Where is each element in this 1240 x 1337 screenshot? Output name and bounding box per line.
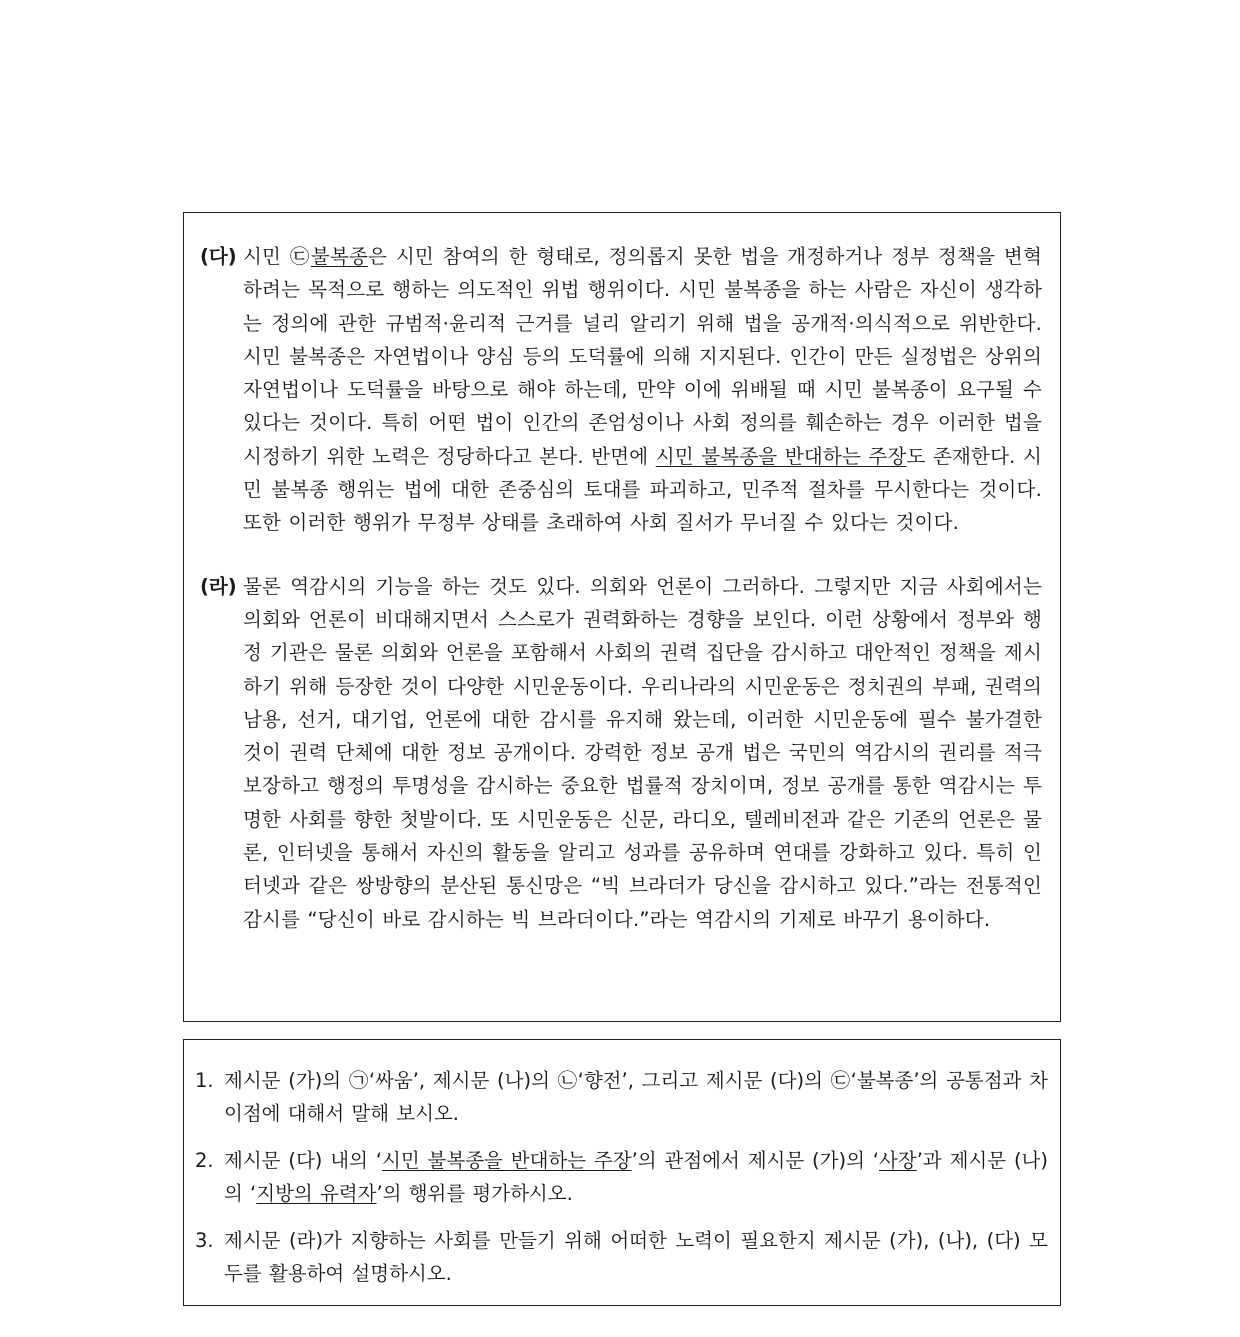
- passage-ra: [200, 570, 1042, 936]
- passage-da: [200, 240, 1042, 540]
- passage-text-segment: 물론 역감시의 기능을 하는 것도 있다. 의회와 언론이 그러하다. 그렇지만 지금 사회에서는 의회와 언론이 비대해지면서 스스로가 권력화하는 경향을 보인다. 이런 상황에서 정부와 행정 기관은 물론 의회와 언론을 포함해서 사회의 권력 집단을 감시하고 대안적인 정책을 제시하기 위해 등장한 것이 다양한 시민운동이다. 우리나라의 시민운동은 정치권의 부패, 권력의 남용, 선거, 대기업, 언론에 대한 감시를 유지해 왔는데, 이러한 시민운동에 필수 불가결한 것이 권력 단체에 대한 정보 공개이다. 강력한 정보 공개 법은 국민의 역감시의 권리를 적극 보장하고 행정의 투명성을 감시하는 중요한 법률적 장치이며, 정보 공개를 통한 역감시는 투명한 사회를 향한 첫발이다. 또 시민운동은 신문, 라디오, 텔레비전과 같은 기존의 언론은 물론, 인터넷을 통해서 자신의 활동을 알리고 성과를 공유하며 연대를 강화하고 있다. 특히 인터넷과 같은 쌍방향의 분산된 통신망은 “빅 브라더가 당신을 감시하고 있다.”라는 전통적인 감시를 “당신이 바로 감시하는 빅 브라더이다.”라는 역감시의 기제로 바꾸기 용이하다.: [243, 574, 1042, 931]
- underlined-term: 불복종: [310, 245, 369, 268]
- passage-box: [183, 212, 1061, 1022]
- underlined-phrase: 시민 불복종을 반대하는 주장: [655, 444, 907, 468]
- question-item: [195, 1144, 1048, 1210]
- passage-text-segment: 도 존재한다. 시민 불복종 행위는 법에 대한 존중심의 토대를 파괴하고, 민주적 절차를 무시한다는 것이다. 또한 이러한 행위가 무정부 상태를 초래하여 사회 질서가 무너질 수 있다는 것이다.: [243, 444, 1042, 535]
- passage-text-segment: 은 시민 참여의 한 형태로, 정의롭지 못한 법을 개정하거나 정부 정책을 변혁하려는 목적으로 행하는 의도적인 위법 행위이다. 시민 불복종을 하는 사람은 자신이 생각하는 정의에 관한 규범적·윤리적 근거를 널리 알리기 위해 법을 공개적·의식적으로 위반한다. 시민 불복종은 자연법이나 양심 등의 도덕률에 의해 지지된다. 인간이 만든 실정법은 상위의 자연법이나 도덕률을 바탕으로 해야 하는데, 만약 이에 위배될 때 시민 불복종이 요구될 수 있다는 것이다. 특히 어떤 법이 인간의 존엄성이나 사회 정의를 훼손하는 경우 이러한 법을 시정하기 위한 노력은 정당하다고 본다. 반면에: [243, 245, 1042, 468]
- underlined-phrase: 시민 불복종을 반대하는 주장: [382, 1149, 632, 1172]
- question-text-segment: 제시문 (다) 내의 ‘: [224, 1149, 382, 1172]
- question-text-segment: ’과 제시문 (나)의 ‘: [224, 1149, 1049, 1205]
- question-number: 3.: [195, 1229, 214, 1252]
- underlined-term: 지방의 유력자: [256, 1182, 377, 1205]
- question-text-segment: ’의 관점에서 제시문 (가)의 ‘: [631, 1149, 880, 1172]
- question-text-segment: ’의 행위를 평가하시오.: [376, 1182, 573, 1205]
- passage-label: (라): [200, 574, 237, 598]
- question-text: 제시문 (가)의 ㉠‘싸움’, 제시문 (나)의 ㉡‘향전’, 그리고 제시문 (다)의 ㉢‘불복종’의 공통점과 차이점에 대해서 말해 보시오.: [224, 1069, 1048, 1125]
- circled-marker: ㉢: [289, 245, 311, 268]
- question-number: 1.: [195, 1069, 214, 1092]
- question-box: [183, 1039, 1061, 1306]
- passage-text-segment: 시민: [243, 245, 290, 268]
- passage-label: (다): [200, 245, 237, 268]
- question-number: 2.: [195, 1149, 214, 1172]
- question-item: [195, 1064, 1048, 1130]
- underlined-term: 사장: [879, 1149, 917, 1172]
- question-item: [195, 1224, 1048, 1290]
- question-text: 제시문 (라)가 지향하는 사회를 만들기 위해 어떠한 노력이 필요한지 제시문 (가), (나), (다) 모두를 활용하여 설명하시오.: [224, 1229, 1048, 1285]
